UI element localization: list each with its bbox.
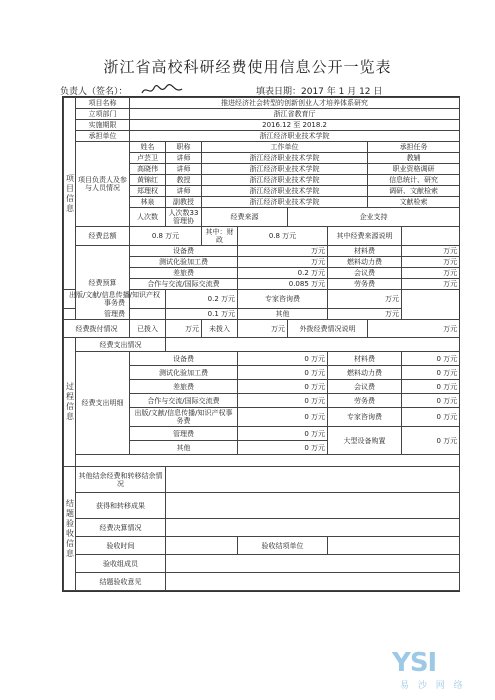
expense-value: 0 万元 bbox=[238, 394, 328, 408]
budget-item: 差旅费 bbox=[130, 268, 238, 279]
budget-value: 0.2 万元 bbox=[238, 268, 328, 279]
budget-item: 材料费 bbox=[328, 246, 402, 257]
member-name: 高晓伟 bbox=[130, 164, 166, 175]
logo-mark: YSI bbox=[392, 648, 437, 678]
member-name: 林泉 bbox=[130, 197, 166, 208]
budget-value: 万元 bbox=[238, 246, 328, 257]
transfer-received: 已拨入 bbox=[130, 320, 166, 338]
total: 0.8 万元 bbox=[130, 227, 202, 246]
expense-item: 出版/文献/信息传播/知识产权事务费 bbox=[130, 408, 238, 427]
people-value: 人次数33 管理协 bbox=[166, 208, 202, 227]
budget-value: 万元 bbox=[402, 268, 460, 279]
member-name: 卢芸卫 bbox=[130, 153, 166, 164]
budget-item: 专家咨询费 bbox=[238, 290, 328, 309]
members-group-label: 项目负责人及参与人员情况 bbox=[76, 142, 130, 227]
expense-spacer bbox=[76, 455, 460, 467]
expense-org-label: 经费支出情况 bbox=[76, 338, 166, 352]
finance-label: 其中：财政 bbox=[202, 227, 238, 246]
finance-value: 0.8 万元 bbox=[238, 227, 328, 246]
members-header-name: 姓名 bbox=[130, 142, 166, 153]
section-closing: 结题验收信息 bbox=[64, 467, 76, 591]
member-unit: 浙江经济职业技术学院 bbox=[202, 197, 368, 208]
outsource-unit: 万元 bbox=[368, 320, 460, 338]
closing-r4-value bbox=[166, 537, 238, 555]
budget-value: 万元 bbox=[238, 257, 328, 268]
budget-label: 经费预算 bbox=[76, 246, 130, 320]
expense-item: 会议费 bbox=[328, 380, 402, 394]
member-title: 讲师 bbox=[166, 186, 202, 197]
transfer-received-unit: 万元 bbox=[166, 320, 202, 338]
expense-value: 0 万元 bbox=[238, 366, 328, 380]
member-task: 文献检索 bbox=[368, 197, 460, 208]
expense-item: 管理费 bbox=[130, 427, 238, 441]
other-source-label: 其中经费来源说明 bbox=[328, 227, 402, 246]
budget-value: 万元 bbox=[328, 309, 402, 320]
project-name-label: 项目名称 bbox=[76, 98, 130, 109]
member-unit: 浙江经济职业技术学院 bbox=[202, 153, 368, 164]
member-task: 信息统计、研究 bbox=[368, 175, 460, 186]
watermark-logo bbox=[392, 648, 488, 696]
period: 2016.12 至 2018.2 bbox=[130, 120, 460, 131]
budget-value: 万元 bbox=[402, 279, 460, 290]
expense-item: 其他 bbox=[130, 441, 238, 455]
closing-r4b: 验收结项单位 bbox=[238, 537, 328, 555]
page-title: 浙江省高校科研经费使用信息公开一览表 bbox=[103, 58, 392, 76]
closing-r2-value bbox=[166, 493, 460, 519]
expense-value: 0 万元 bbox=[238, 380, 328, 394]
budget-item: 测试化验加工费 bbox=[130, 257, 238, 268]
total-label: 经费总额 bbox=[76, 227, 130, 246]
expense-value: 0 万元 bbox=[238, 352, 328, 366]
transfer-pending: 未拨入 bbox=[202, 320, 238, 338]
member-name: 黄锦红 bbox=[130, 175, 166, 186]
member-unit: 浙江经济职业技术学院 bbox=[202, 175, 368, 186]
expense-org-value bbox=[166, 338, 460, 352]
people-label: 人次数 bbox=[130, 208, 166, 227]
unit: 浙江经济职业技术学院 bbox=[130, 131, 460, 142]
other-source-value bbox=[402, 227, 460, 246]
fund-source-label: 经费来源 bbox=[202, 208, 288, 227]
member-task: 教辅 bbox=[368, 153, 460, 164]
expense-value: 0 万元 bbox=[238, 441, 328, 455]
expense-item: 合作与交流/国际交流费 bbox=[130, 394, 238, 408]
project-dept-label: 立项部门 bbox=[76, 109, 130, 120]
expense-value: 0 万元 bbox=[402, 380, 460, 394]
expense-value: 0 万元 bbox=[402, 427, 460, 455]
expense-value: 0 万元 bbox=[238, 408, 328, 427]
expense-value: 0 万元 bbox=[402, 366, 460, 380]
closing-r6: 结题验收意见 bbox=[76, 573, 166, 591]
member-title: 副教授 bbox=[166, 197, 202, 208]
expense-value: 0 万元 bbox=[238, 427, 328, 441]
closing-r5: 验收组成员 bbox=[76, 555, 166, 573]
transfer-label: 经费拨付情况 bbox=[64, 320, 130, 338]
budget-item: 管理费 bbox=[64, 309, 166, 320]
period-label: 实施期限 bbox=[76, 120, 130, 131]
fund-source: 企业支持 bbox=[288, 208, 460, 227]
expense-item: 劳务费 bbox=[328, 394, 402, 408]
closing-r4b-value bbox=[328, 537, 460, 555]
budget-value: 万元 bbox=[402, 257, 460, 268]
unit-label: 承担单位 bbox=[76, 131, 130, 142]
closing-r1: 其他结余经费和转移结余情况 bbox=[76, 467, 166, 493]
section-project: 项目信息 bbox=[64, 98, 76, 290]
members-header-task: 承担任务 bbox=[368, 142, 460, 153]
member-unit: 浙江经济职业技术学院 bbox=[202, 186, 368, 197]
budget-item: 燃料动力费 bbox=[328, 257, 402, 268]
logo-text: 易 沙 网 络 bbox=[400, 681, 466, 691]
outsource-label: 外拨经费情况说明 bbox=[288, 320, 368, 338]
responsible-label: 负责人（签名）： bbox=[60, 87, 128, 97]
expense-item: 专家咨询费 bbox=[328, 408, 402, 427]
expense-item: 材料费 bbox=[328, 352, 402, 366]
budget-item: 合作与交流/国际交流费 bbox=[130, 279, 238, 290]
member-unit: 浙江经济职业技术学院 bbox=[202, 164, 368, 175]
budget-value: 万元 bbox=[328, 290, 402, 309]
member-title: 讲师 bbox=[166, 164, 202, 175]
project-dept: 浙江省教育厅 bbox=[130, 109, 460, 120]
budget-item: 其他 bbox=[238, 309, 328, 320]
member-name: 郑理权 bbox=[130, 186, 166, 197]
member-title: 教授 bbox=[166, 175, 202, 186]
expense-item: 燃料动力费 bbox=[328, 366, 402, 380]
budget-item: 出版/文献/信息传播/知识产权事务费 bbox=[64, 290, 166, 309]
budget-item: 设备费 bbox=[130, 246, 238, 257]
budget-item: 会议费 bbox=[328, 268, 402, 279]
closing-r3-value bbox=[166, 519, 460, 537]
budget-value: 0.2 万元 bbox=[166, 290, 238, 309]
info-table bbox=[62, 96, 460, 592]
member-task: 职业资格调研 bbox=[368, 164, 460, 175]
expense-item: 差旅费 bbox=[130, 380, 238, 394]
members-header-unit: 工作单位 bbox=[202, 142, 368, 153]
closing-r4: 验收时间 bbox=[76, 537, 166, 555]
closing-r3: 经费决算情况 bbox=[76, 519, 166, 537]
closing-r2: 获得和转移成果 bbox=[76, 493, 166, 519]
expense-item: 大型设备购置 bbox=[328, 427, 402, 455]
budget-item: 劳务费 bbox=[328, 279, 402, 290]
closing-r5-value bbox=[166, 555, 460, 573]
expense-value: 0 万元 bbox=[402, 408, 460, 427]
members-header-title: 职称 bbox=[166, 142, 202, 153]
expense-value: 0 万元 bbox=[402, 394, 460, 408]
closing-r6-value bbox=[166, 573, 460, 591]
expense-item: 设备费 bbox=[130, 352, 238, 366]
member-title: 讲师 bbox=[166, 153, 202, 164]
project-name: 推进经济社会转型的创新创业人才培养体系研究 bbox=[130, 98, 460, 109]
budget-value: 0.1 万元 bbox=[166, 309, 238, 320]
member-task: 调研、文献检索 bbox=[368, 186, 460, 197]
budget-value: 0.085 万元 bbox=[238, 279, 328, 290]
budget-value: 万元 bbox=[402, 246, 460, 257]
expense-item: 测试化验加工费 bbox=[130, 366, 238, 380]
expense-items-label: 经费支出明细 bbox=[76, 352, 130, 455]
section-process: 过程信息 bbox=[64, 338, 76, 467]
expense-value: 0 万元 bbox=[402, 352, 460, 366]
transfer-pending-unit: 万元 bbox=[238, 320, 288, 338]
closing-r1-value bbox=[166, 467, 460, 493]
fill-date: 填表日期：2017 年 1 月 12 日 bbox=[256, 87, 383, 97]
